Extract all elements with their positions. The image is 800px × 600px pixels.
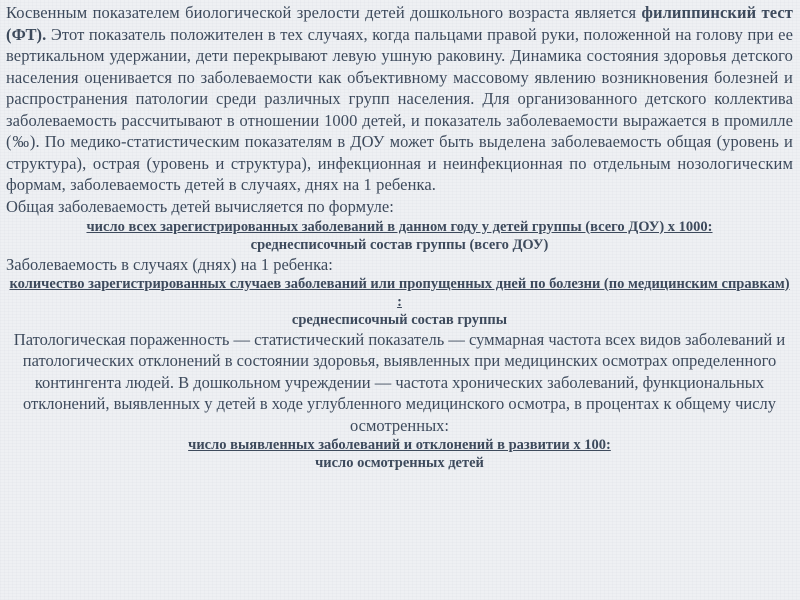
per-child-formula-numerator: количество зарегистрированных случаев заболеваний или пропущенных дней по болезни (по медицинским справкам) : [9,275,790,310]
pathology-paragraph: Патологическая пораженность — статистический показатель — суммарная частота всех видов заболеваний и патологических отклонений в состоянии здоровья, выявленных при медицинских осмотрах определенного контингента людей. В дошкольном учреждении — частота хронических заболеваний, функциональных отклонений, выявленных у детей в ходе углубленного медицинского осмотра, в процентах к общему числу осмотренных: [13,329,786,435]
per-child-formula [6,275,793,329]
general-morbidity-intro: Общая заболеваемость детей вычисляется по формуле: [6,196,394,216]
philippine-test-term: филиппинский тест (ФТ). [6,3,793,44]
pathology-formula-denominator: число осмотренных детей [315,455,484,471]
per-child-formula-denominator: среднесписочный состав группы [291,311,508,328]
general-formula-numerator: число всех зарегистрированных заболеваний в данном году у детей группы (всего ДОУ) х 1000: [86,218,713,235]
pathology-formula-numerator: число выявленных заболеваний и отклонений в развитии х 100: [188,437,611,453]
general-morbidity-formula [6,218,793,254]
intro-text-rest: Этот показатель положителен в тех случаях, когда пальцами правой руки, положенной на голову при ее вертикальном удержании, дети перекрывают левую ушную раковину. Динамика состояния здоровья детского населения оценивается по заболеваемости как объективному массовому явлению возникновения болезней и распространения патологии среди различных групп населения. Для организованного детского коллектива заболеваемость рассчитывают в отношении 1000 детей, и показатель заболеваемости выражается в промилле (‰). По медико-статистическим показателям в ДОУ может быть выделена заболеваемость общая (уровень и структура), острая (уровень и структура), инфекционная и неинфекционная по отдельным нозологическим формам, заболеваемость детей в случаях, днях на 1 ребенка. [6,24,793,194]
pathology-formula [6,436,793,472]
per-child-intro: Заболеваемость в случаях (днях) на 1 ребенка: [6,254,333,274]
general-formula-denominator: среднесписочный состав группы (всего ДОУ) [250,236,549,253]
intro-text-start: Косвенным показателем биологической зрелости детей дошкольного возраста является [6,3,642,22]
intro-paragraph [6,2,793,196]
